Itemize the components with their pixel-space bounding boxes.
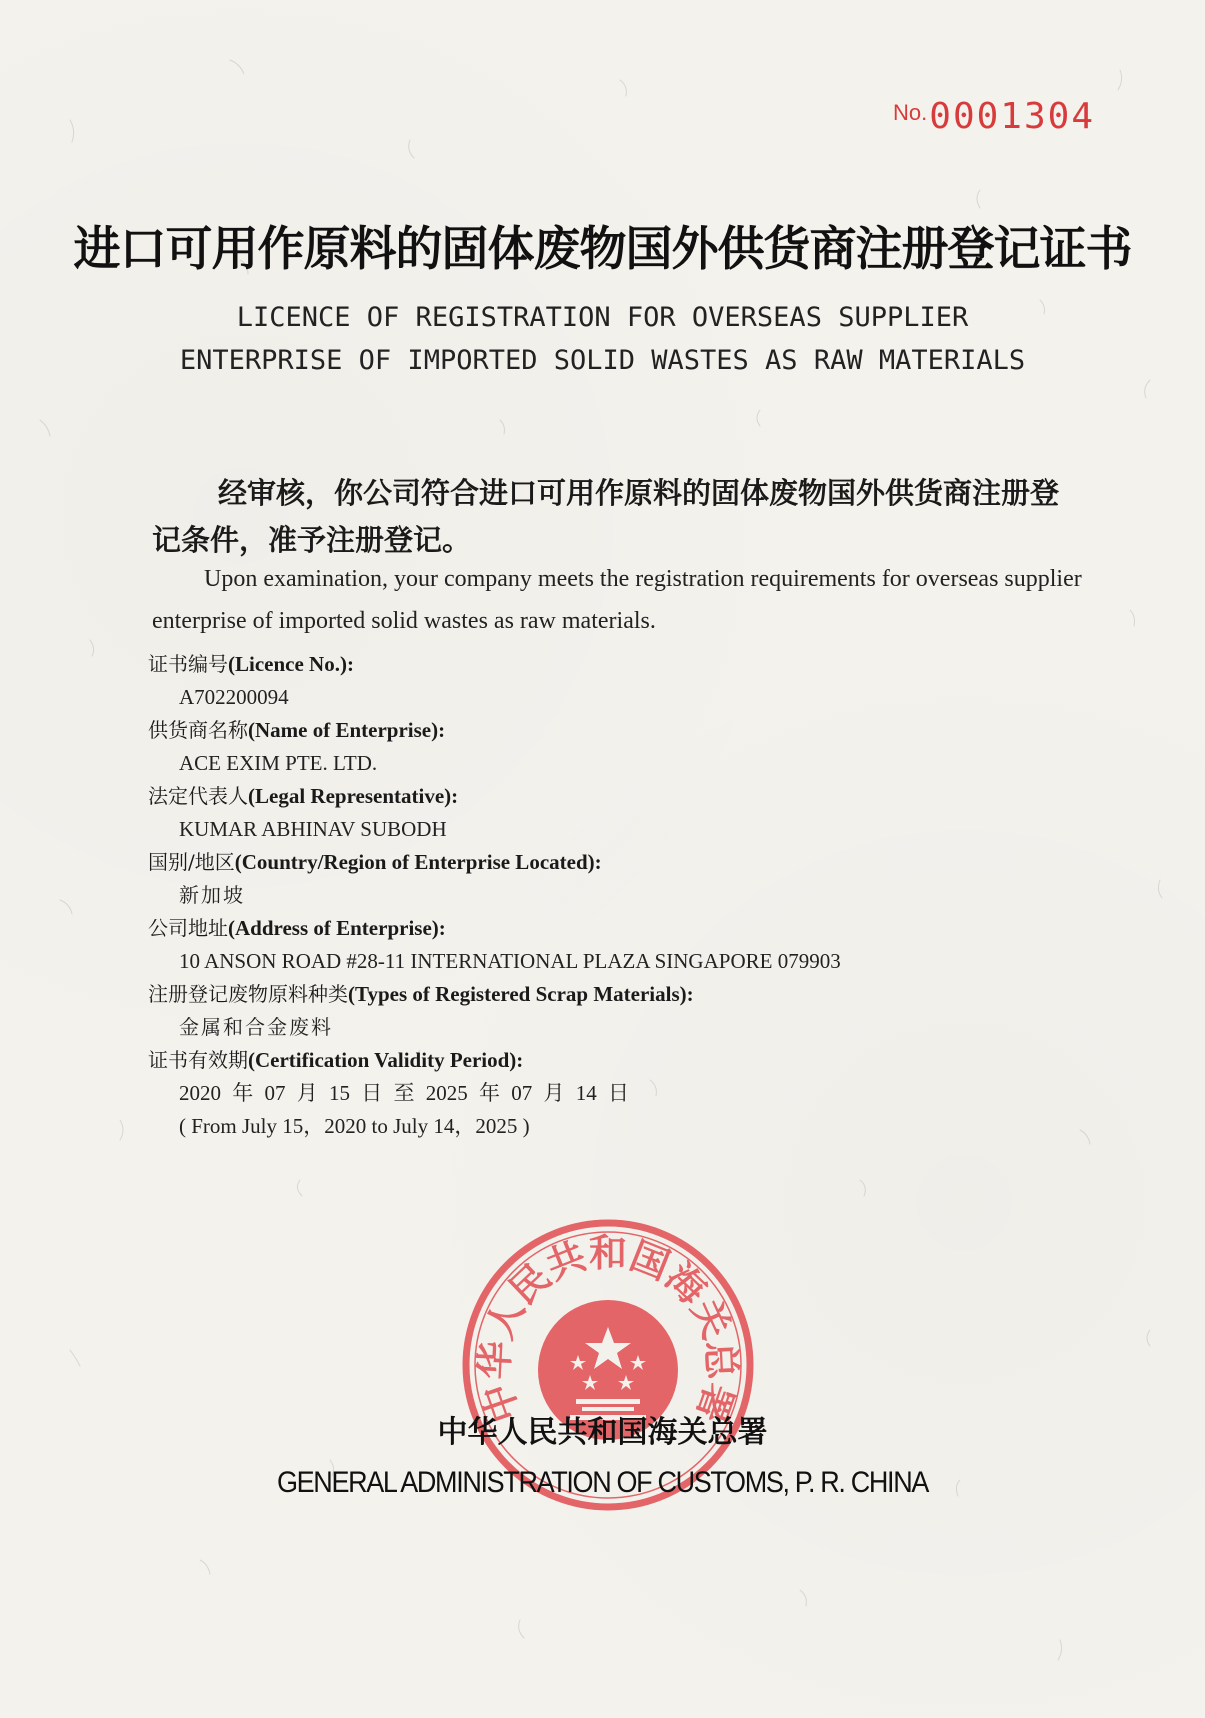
materials-label-cn: 注册登记废物原料种类 [148,982,348,1006]
certificate-fields [148,648,1048,1143]
title-english-line-1: LICENCE OF REGISTRATION FOR OVERSEAS SUPPLIER [236,302,969,333]
licence-no-label [148,648,1048,681]
seal-ring-text: 中华人民共和国海关总署 [472,1230,744,1429]
address-value: 10 ANSON ROAD #28-11 INTERNATIONAL PLAZA SINGAPORE 079903 [179,949,841,973]
licence-no-label-en: (Licence No.): [228,652,354,676]
country-label [148,846,1048,879]
address-label-cn: 公司地址 [148,916,228,940]
serial-number [893,96,1095,137]
enterprise-name-label-en: (Name of Enterprise): [248,718,446,742]
address-label [148,912,1048,945]
enterprise-name-value: ACE EXIM PTE. LTD. [179,751,378,775]
country-label-en: (Country/Region of Enterprise Located): [234,850,602,874]
intro-chinese: 经审核，你公司符合进口可用作原料的固体废物国外供货商注册登记条件，准予注册登记。 [152,476,1060,557]
title-chinese: 进口可用作原料的固体废物国外供货商注册登记证书 [73,222,1132,277]
legal-rep-label-en: (Legal Representative): [248,784,459,808]
licence-no-value: A702200094 [179,685,289,709]
legal-rep-label-cn: 法定代表人 [148,784,248,808]
country-label-cn: 国别/地区 [148,850,235,874]
validity-value-en: ( From July 15，2020 to July 14，2025 ) [179,1114,530,1138]
legal-rep-label [148,780,1048,813]
materials-value: 金属和合金废料 [179,1015,333,1039]
validity-label [148,1044,1048,1077]
validity-label-en: (Certification Validity Period): [248,1048,524,1072]
issuer-chinese: 中华人民共和国海关总署 [437,1415,768,1450]
legal-rep-value: KUMAR ABHINAV SUBODH [179,817,447,841]
intro-english: Upon examination, your company meets the registration requirements for overseas supplier enterprise of imported solid wastes as raw materials. [152,566,1082,634]
enterprise-name-label-cn: 供货商名称 [148,718,248,742]
issuer-english: GENERAL ADMINISTRATION OF CUSTOMS, P. R. CHINA [276,1466,929,1499]
validity-label-cn: 证书有效期 [148,1048,248,1072]
licence-no-label-cn: 证书编号 [148,652,228,676]
serial-digits: 0001304 [929,96,1095,137]
serial-prefix: No. [893,100,928,125]
country-value: 新加坡 [179,883,245,907]
enterprise-name-label [148,714,1048,747]
address-label-en: (Address of Enterprise): [228,916,446,940]
materials-label-en: (Types of Registered Scrap Materials): [348,982,694,1006]
validity-value-cn: 2020 年 07 月 15 日 至 2025 年 07 月 14 日 [179,1081,629,1105]
materials-label [148,978,1048,1011]
title-english-line-2: ENTERPRISE OF IMPORTED SOLID WASTES AS RAW MATERIALS [179,345,1026,376]
